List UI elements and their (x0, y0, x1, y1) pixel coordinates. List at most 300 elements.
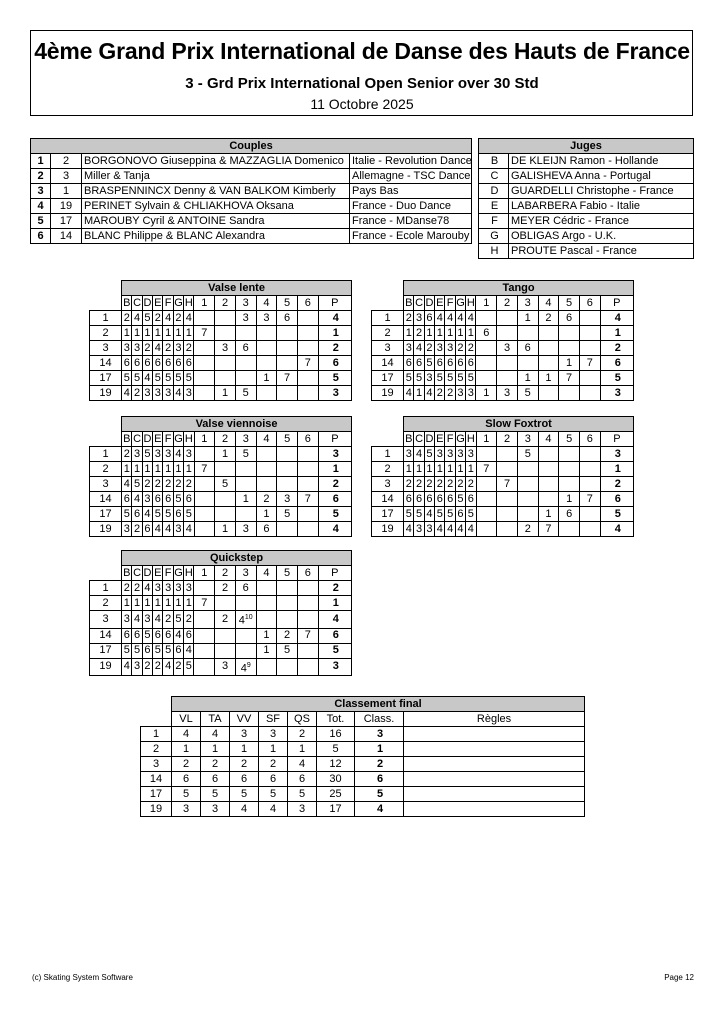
final-column-header: Tot. (317, 712, 355, 727)
cumulative-count (517, 356, 538, 371)
cumulative-count (559, 356, 580, 371)
judge-name: DE KLEIJN Ramon - Hollande (509, 154, 694, 169)
judge-mark: 4 (414, 341, 424, 356)
cumulative-count (194, 507, 215, 522)
final-column-header: TA (201, 712, 230, 727)
cumulative-count (215, 628, 236, 643)
judge-mark: 1 (184, 462, 194, 477)
final-value: 3 (288, 802, 317, 817)
couple-number: 19 (372, 522, 404, 537)
cumulative-value: 2 (545, 311, 552, 324)
final-value: 2 (201, 757, 230, 772)
cumulative-count (497, 371, 518, 386)
cumulative-count (235, 356, 256, 371)
judge-mark: 2 (424, 477, 434, 492)
cumulative-count (194, 658, 215, 676)
dance-place: 2 (318, 581, 351, 596)
place-column-header: 5 (277, 432, 298, 447)
judge-column-header: D (143, 566, 152, 579)
result-column-header: P (600, 296, 633, 311)
dance-title: Valse lente (122, 281, 352, 296)
judge-mark: 5 (435, 371, 445, 386)
cumulative-count (476, 462, 497, 477)
judge-mark: 3 (445, 447, 455, 462)
judge-letter: E (479, 199, 509, 214)
cumulative-count (538, 492, 559, 507)
cumulative-value: 7 (201, 326, 208, 339)
judge-letter: D (479, 184, 509, 199)
cumulative-count (579, 386, 600, 401)
dance-title-row (90, 281, 352, 296)
place-column-header: 6 (580, 432, 601, 447)
place-column-header: 2 (215, 296, 236, 311)
final-value: 17 (317, 802, 355, 817)
judge-mark: 6 (153, 356, 163, 371)
place-column-header: 1 (476, 432, 497, 447)
dance-table-slow-foxtrot (371, 416, 634, 537)
judge-mark: 6 (173, 507, 183, 522)
judge-mark: 4 (163, 658, 173, 676)
dance-table-valse-lente (89, 280, 352, 401)
cumulative-count (277, 326, 298, 341)
judge-mark: 1 (455, 462, 465, 477)
cumulative-count (297, 386, 318, 401)
judge-mark: 1 (122, 326, 132, 341)
couple-number: 14 (372, 356, 404, 371)
judge-mark: 6 (142, 522, 152, 537)
judge-column-header: F (446, 432, 454, 445)
judge-mark: 6 (404, 356, 414, 371)
dance-place: 4 (318, 522, 351, 537)
judge-mark: 5 (173, 492, 183, 507)
couple-names: MAROUBY Cyril & ANTOINE Sandra (82, 214, 350, 229)
result-column-header: P (318, 566, 351, 581)
judge-mark: 1 (414, 462, 424, 477)
final-row (141, 772, 585, 787)
judge-mark: 4 (466, 522, 476, 537)
dance-title: Quickstep (122, 551, 352, 566)
judge-letter: C (479, 169, 509, 184)
dance-row (372, 371, 634, 386)
cumulative-value: 7 (304, 356, 311, 369)
dance-row (372, 326, 634, 341)
cumulative-count (256, 492, 277, 507)
judge-mark: 1 (153, 326, 163, 341)
place-column-header: 1 (194, 566, 215, 581)
cumulative-count (256, 522, 277, 537)
dance-title-row (90, 417, 352, 432)
judge-mark: 1 (142, 462, 152, 477)
cumulative-count (277, 386, 298, 401)
judge-mark: 6 (132, 356, 142, 371)
couple-place: 4 (31, 199, 51, 214)
final-rules (404, 727, 585, 742)
cumulative-count (256, 326, 277, 341)
judge-mark: 2 (153, 477, 163, 492)
couple-names: BRASPENNINCX Denny & VAN BALKOM Kimberly (82, 184, 350, 199)
cumulative-count (298, 462, 319, 477)
cumulative-value: 6 (263, 522, 270, 535)
judge-mark: 3 (132, 447, 142, 462)
judge-mark: 5 (445, 507, 455, 522)
dance-place: 2 (600, 477, 633, 492)
couple-number: 3 (372, 341, 404, 356)
judge-mark: 4 (132, 492, 142, 507)
place-column-header: 4 (538, 432, 559, 447)
cumulative-value: 2 (524, 522, 531, 535)
final-value: 6 (259, 772, 288, 787)
cumulative-count (235, 596, 256, 611)
cumulative-count (538, 447, 559, 462)
judge-mark: 5 (153, 371, 163, 386)
judge-mark: 5 (445, 371, 455, 386)
couple-number: 17 (51, 214, 82, 229)
judge-mark: 4 (142, 507, 152, 522)
judge-mark: 5 (132, 371, 142, 386)
judge-mark: 4 (132, 611, 142, 629)
judge-mark: 5 (414, 371, 424, 386)
cumulative-value: 2 (221, 581, 229, 594)
cumulative-count (194, 581, 215, 596)
cumulative-count (517, 507, 538, 522)
couple-number: 2 (372, 326, 404, 341)
judge-mark: 6 (184, 628, 194, 643)
cumulative-count (277, 356, 298, 371)
place-column-header: 4 (538, 296, 559, 311)
cumulative-count (277, 643, 298, 658)
judge-mark: 6 (163, 628, 173, 643)
judge-mark: 3 (435, 341, 445, 356)
cumulative-count (297, 628, 318, 643)
dance-row (90, 611, 352, 629)
judge-mark: 6 (173, 643, 183, 658)
judge-mark: 6 (163, 356, 173, 371)
judge-mark: 4 (445, 311, 455, 326)
cumulative-count (517, 522, 538, 537)
cumulative-value: 1 (263, 371, 270, 384)
judge-mark: 4 (404, 522, 414, 537)
judge-letter: B (479, 154, 509, 169)
cumulative-count (476, 507, 497, 522)
dance-title-row (90, 551, 352, 566)
cumulative-count (476, 522, 497, 537)
couple-number: 17 (90, 643, 122, 658)
judge-mark: 5 (466, 371, 476, 386)
judge-mark: 1 (122, 462, 132, 477)
dance-row (90, 596, 352, 611)
judge-mark: 5 (404, 371, 414, 386)
final-column-header: QS (288, 712, 317, 727)
judge-mark: 1 (184, 596, 194, 611)
judge-mark: 1 (163, 596, 173, 611)
cumulative-count (580, 492, 601, 507)
couple-number: 3 (372, 477, 404, 492)
judge-mark: 4 (163, 522, 173, 537)
cumulative-count (235, 522, 256, 537)
judge-mark: 3 (132, 658, 142, 676)
judge-mark: 6 (445, 356, 455, 371)
couple-number: 3 (51, 169, 82, 184)
judge-column-header: H (184, 566, 193, 579)
place-column-header: 3 (235, 296, 256, 311)
cumulative-count (497, 492, 518, 507)
couple-number: 1 (90, 311, 122, 326)
judge-mark: 6 (466, 356, 476, 371)
dance-header-row (372, 296, 634, 311)
judge-mark: 1 (466, 462, 476, 477)
couple-number: 2 (141, 742, 172, 757)
final-value: 5 (317, 742, 355, 757)
judge-mark: 3 (184, 581, 194, 596)
cumulative-count (215, 356, 236, 371)
dance-title: Slow Foxtrot (404, 417, 634, 432)
judge-mark: 6 (455, 507, 465, 522)
judge-mark: 2 (455, 341, 465, 356)
final-rules (404, 742, 585, 757)
judge-mark: 6 (184, 356, 194, 371)
judge-letter: F (479, 214, 509, 229)
couple-number: 19 (90, 522, 122, 537)
dance-row (90, 492, 352, 507)
cumulative-count (298, 507, 319, 522)
cumulative-count (256, 356, 277, 371)
cumulative-count (476, 311, 497, 326)
judge-mark: 5 (142, 447, 152, 462)
judge-mark: 1 (184, 326, 194, 341)
final-rules (404, 787, 585, 802)
couple-number: 3 (90, 477, 122, 492)
cumulative-count (235, 462, 256, 477)
cumulative-count (215, 371, 236, 386)
judge-mark: 2 (122, 447, 132, 462)
judge-mark: 1 (466, 326, 476, 341)
cumulative-count (497, 507, 518, 522)
final-value: 4 (201, 727, 230, 742)
final-value: 6 (201, 772, 230, 787)
cumulative-value: 2 (284, 629, 291, 642)
cumulative-value: 4 (240, 662, 247, 675)
cumulative-count (194, 326, 215, 341)
judge-mark: 1 (414, 386, 424, 401)
cumulative-count (277, 611, 298, 629)
judge-mark: 1 (424, 326, 434, 341)
cumulative-count (476, 386, 497, 401)
cumulative-count (297, 658, 318, 676)
judge-mark: 4 (184, 522, 194, 537)
judge-mark: 5 (122, 507, 132, 522)
couple-place: 5 (31, 214, 51, 229)
couple-row (31, 184, 472, 199)
judge-mark: 4 (404, 386, 414, 401)
final-column-header: Class. (355, 712, 404, 727)
couples-heading: Couples (31, 139, 472, 154)
cumulative-value: 6 (242, 341, 249, 354)
cumulative-count (277, 581, 298, 596)
dance-table-valse-viennoise (89, 416, 352, 537)
judge-mark: 3 (173, 341, 183, 356)
judge-mark: 6 (153, 628, 163, 643)
cumulative-count (194, 386, 215, 401)
judge-mark: 1 (404, 326, 414, 341)
judge-mark: 3 (163, 581, 173, 596)
cumulative-count (256, 371, 277, 386)
cumulative-count (215, 311, 236, 326)
couple-number: 1 (372, 447, 404, 462)
judge-mark: 4 (173, 628, 183, 643)
final-class: 4 (355, 802, 404, 817)
dance-place: 4 (600, 311, 633, 326)
dance-place: 3 (600, 447, 633, 462)
dance-row (372, 356, 634, 371)
cumulative-count (497, 326, 518, 341)
dance-place: 6 (600, 356, 633, 371)
result-column-header: P (318, 296, 351, 311)
cumulative-count (256, 596, 277, 611)
cumulative-count (579, 311, 600, 326)
judge-mark: 1 (173, 596, 183, 611)
judge-name: MEYER Cédric - France (509, 214, 694, 229)
judge-mark: 3 (122, 341, 132, 356)
judge-mark: 1 (132, 596, 142, 611)
judge-mark: 3 (163, 447, 173, 462)
dance-place: 1 (318, 596, 351, 611)
dance-row (372, 492, 634, 507)
cumulative-count (298, 477, 319, 492)
cumulative-count (538, 326, 559, 341)
cumulative-count (194, 596, 215, 611)
final-value: 2 (259, 757, 288, 772)
judges-table (478, 138, 694, 259)
cumulative-count (538, 522, 559, 537)
judge-mark: 1 (153, 596, 163, 611)
judge-mark: 3 (122, 611, 132, 629)
final-value: 1 (201, 742, 230, 757)
judge-mark: 6 (122, 492, 132, 507)
final-row (141, 802, 585, 817)
cumulative-count (297, 596, 318, 611)
judge-mark: 2 (163, 341, 173, 356)
dance-place: 6 (318, 492, 351, 507)
cumulative-count (297, 311, 318, 326)
judge-name: GALISHEVA Anna - Portugal (509, 169, 694, 184)
dance-place: 3 (318, 658, 351, 676)
cumulative-count (256, 611, 277, 629)
judge-mark: 2 (142, 658, 152, 676)
cumulative-count (497, 522, 518, 537)
couple-place: 6 (31, 229, 51, 244)
couple-row (31, 229, 472, 244)
couple-row (31, 169, 472, 184)
judge-column-header: C (133, 566, 142, 579)
cumulative-count (215, 522, 236, 537)
cumulative-count (497, 341, 518, 356)
judge-mark: 5 (122, 643, 132, 658)
judge-mark: 2 (414, 477, 424, 492)
judge-mark: 1 (153, 462, 163, 477)
judge-mark: 2 (132, 386, 142, 401)
judge-mark: 6 (163, 492, 173, 507)
couple-number: 1 (90, 581, 122, 596)
final-value: 6 (172, 772, 201, 787)
cumulative-count (517, 386, 538, 401)
judge-mark: 3 (184, 447, 194, 462)
final-column-header: Règles (404, 712, 585, 727)
final-value: 2 (230, 757, 259, 772)
judges-heading: Juges (479, 139, 694, 154)
judge-row (479, 229, 694, 244)
judge-mark: 4 (414, 447, 424, 462)
place-column-header: 1 (194, 432, 215, 447)
final-class: 2 (355, 757, 404, 772)
judge-mark: 5 (132, 643, 142, 658)
cumulative-value: 7 (201, 596, 208, 609)
judge-mark: 4 (184, 643, 194, 658)
dance-row (372, 507, 634, 522)
judge-mark: 1 (142, 596, 152, 611)
judge-row (479, 199, 694, 214)
cumulative-count (277, 477, 298, 492)
judge-mark: 5 (153, 507, 163, 522)
dance-place: 6 (318, 628, 351, 643)
dance-header-row (372, 432, 634, 447)
cumulative-count (559, 462, 580, 477)
judge-mark: 2 (404, 311, 414, 326)
judge-mark: 1 (173, 326, 183, 341)
cumulative-value: 7 (545, 522, 552, 535)
couple-number: 3 (141, 757, 172, 772)
cumulative-count (194, 492, 215, 507)
page-title: 4ème Grand Prix International de Danse des Hauts de France (34, 38, 690, 64)
couple-row (31, 199, 472, 214)
place-column-header: 5 (559, 296, 580, 311)
final-value: 12 (317, 757, 355, 772)
judge-mark: 2 (445, 386, 455, 401)
cumulative-count (256, 643, 277, 658)
cumulative-count (277, 371, 298, 386)
cumulative-count (215, 477, 236, 492)
cumulative-value: 5 (221, 477, 229, 490)
final-value: 4 (288, 757, 317, 772)
judge-mark: 2 (122, 581, 132, 596)
final-row (141, 727, 585, 742)
dance-place: 1 (600, 462, 633, 477)
cumulative-count (256, 447, 277, 462)
judge-mark: 4 (132, 311, 142, 326)
dance-row (90, 356, 352, 371)
cumulative-sum: 9 (246, 661, 251, 669)
cumulative-count (559, 311, 580, 326)
cumulative-value: 2 (263, 492, 270, 505)
judge-mark: 2 (153, 311, 163, 326)
judge-name: OBLIGAS Argo - U.K. (509, 229, 694, 244)
cumulative-value: 7 (566, 371, 573, 384)
couple-number: 14 (51, 229, 82, 244)
judge-mark: 3 (414, 522, 424, 537)
cumulative-count (297, 611, 318, 629)
place-column-header: 4 (256, 432, 277, 447)
place-column-header: 6 (298, 432, 319, 447)
couple-number: 17 (90, 371, 122, 386)
judge-mark: 6 (435, 492, 445, 507)
judge-mark: 4 (435, 311, 445, 326)
cumulative-count (580, 477, 601, 492)
cumulative-value: 5 (524, 386, 531, 399)
dance-place: 1 (600, 326, 633, 341)
judge-mark: 1 (404, 462, 414, 477)
cumulative-count (298, 492, 319, 507)
final-row (141, 742, 585, 757)
judge-mark: 3 (404, 447, 414, 462)
